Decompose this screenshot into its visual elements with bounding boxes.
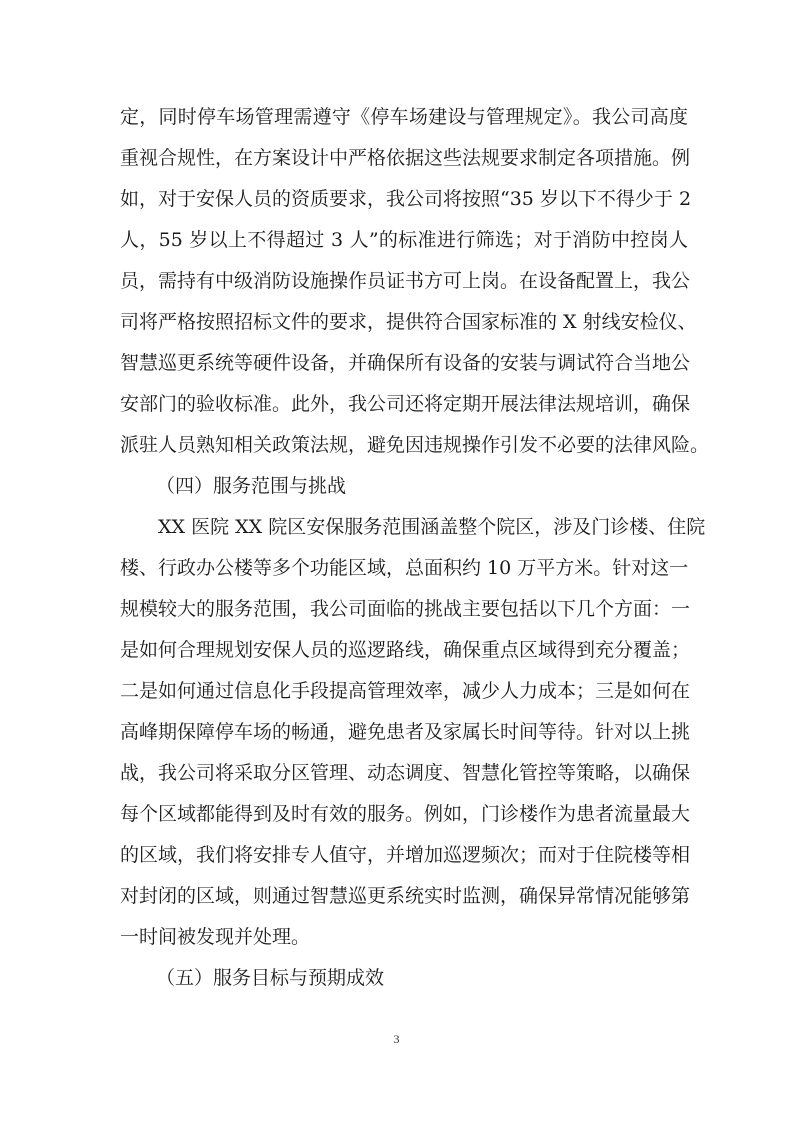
text-line: 司将严格按照招标文件的要求，提供符合国家标准的 X 射线安检仪、 [120,311,697,333]
text-line: XX 医院 XX 院区安保服务范围涵盖整个院区，涉及门诊楼、住院 [120,516,706,538]
text-line: 战，我公司将采取分区管理、动态调度、智慧化管控等策略，以确保 [120,762,691,784]
text-line: 智慧巡更系统等硬件设备，并确保所有设备的安装与调试符合当地公 [120,352,691,374]
page-number: 3 [393,1032,400,1046]
text-line: 高峰期保障停车场的畅通，避免患者及家属长时间等待。针对以上挑 [120,721,691,743]
text-line: 一时间被发现并处理。 [120,926,311,948]
text-line: 二是如何通过信息化手段提高管理效率，减少人力成本；三是如何在 [120,680,691,702]
text-line: 安部门的验收标准。此外，我公司还将定期开展法律法规培训，确保 [120,393,691,415]
text-line: 派驻人员熟知相关政策法规，避免因违规操作引发不必要的法律风险。 [120,434,710,456]
paragraph-compliance [120,97,710,466]
body-text [120,97,710,999]
text-line: 重视合规性，在方案设计中严格依据这些法规要求制定各项措施。例 [120,147,691,169]
text-line: 是如何合理规划安保人员的巡逻路线，确保重点区域得到充分覆盖； [120,639,691,661]
text-line: 的区域，我们将安排专人值守，并增加巡逻频次；而对于住院楼等相 [120,844,691,866]
text-line: 规模较大的服务范围，我公司面临的挑战主要包括以下几个方面：一 [120,598,691,620]
text-line: 如，对于安保人员的资质要求，我公司将按照“35 岁以下不得少于 2 [120,188,692,210]
text-line: 人，55 岁以上不得超过 3 人”的标准进行筛选；对于消防中控岗人 [120,229,688,251]
text-line: 员，需持有中级消防设施操作员证书方可上岗。在设备配置上，我公 [120,270,691,292]
text-line: 定，同时停车场管理需遵守《停车场建设与管理规定》。我公司高度 [120,106,688,128]
section-heading-scope: （四）服务范围与挑战 [156,475,347,497]
text-line: 对封闭的区域，则通过智慧巡更系统实时监测，确保异常情况能够第 [120,885,691,907]
text-line: 每个区域都能得到及时有效的服务。例如，门诊楼作为患者流量最大 [120,803,691,825]
paragraph-scope [120,507,706,958]
section-heading-goals: （五）服务目标与预期成效 [156,967,385,989]
text-line: 楼、行政办公楼等多个功能区域，总面积约 10 万平方米。针对这一 [120,557,689,579]
